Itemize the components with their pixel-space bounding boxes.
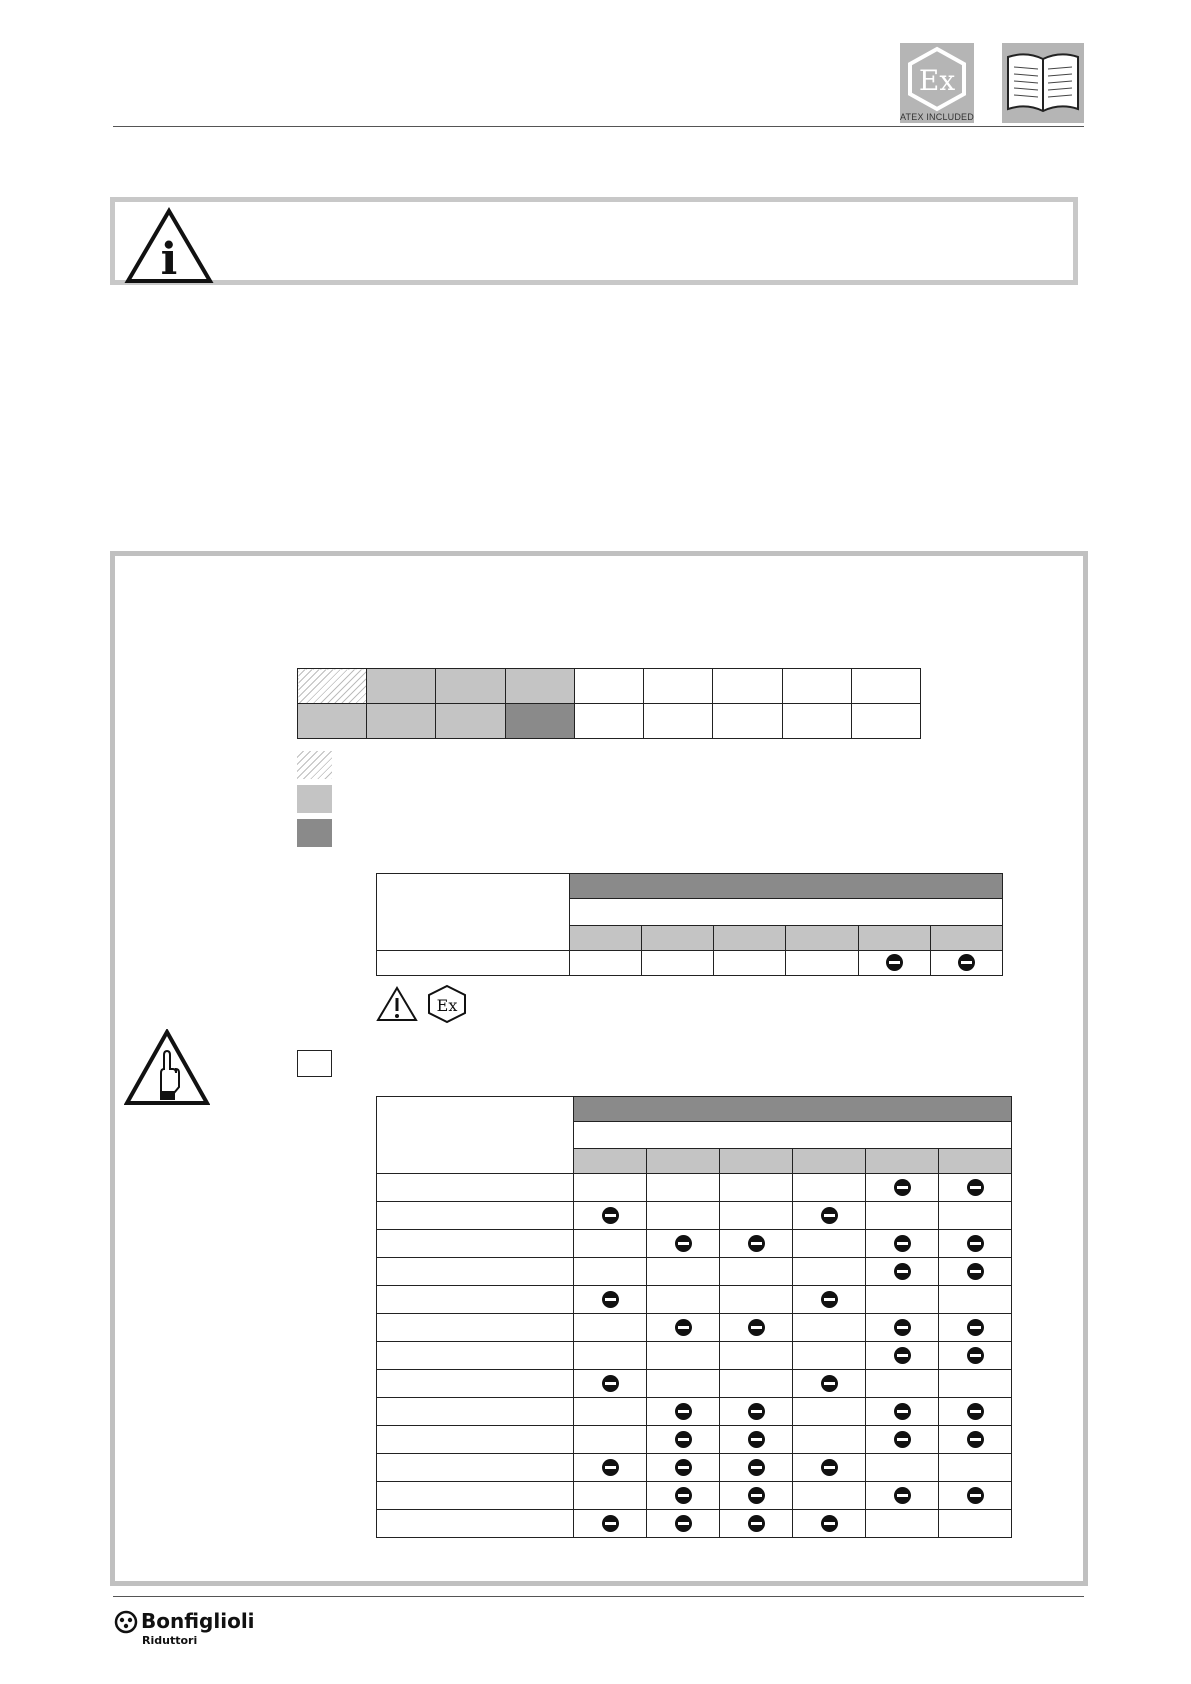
row-label xyxy=(377,1342,574,1370)
row-label xyxy=(377,1258,574,1286)
matrix-cell xyxy=(793,1370,866,1398)
matrix-cell xyxy=(574,1286,647,1314)
matrix-cell xyxy=(720,1258,793,1286)
info-notice-box xyxy=(110,197,1078,285)
legend-empty-box xyxy=(297,1050,332,1077)
matrix-cell xyxy=(866,1426,939,1454)
matrix-cell xyxy=(793,1510,866,1538)
not-permitted-icon xyxy=(894,1319,911,1336)
row-label xyxy=(377,1482,574,1510)
matrix-cell xyxy=(574,1202,647,1230)
matrix-cell xyxy=(574,1510,647,1538)
matrix-cell xyxy=(574,1426,647,1454)
table-row xyxy=(377,951,1003,976)
header-rule xyxy=(113,126,1084,127)
legend-swatch-light xyxy=(297,785,332,813)
row-label xyxy=(377,1314,574,1342)
matrix-cell xyxy=(939,1398,1012,1426)
not-permitted-icon xyxy=(821,1459,838,1476)
not-permitted-icon xyxy=(748,1515,765,1532)
brand-name: Bonfiglioli xyxy=(141,1609,255,1633)
brand-subtitle: Riduttori xyxy=(142,1634,198,1647)
not-permitted-icon xyxy=(602,1375,619,1392)
not-permitted-icon xyxy=(602,1207,619,1224)
column-header xyxy=(642,926,714,951)
zone-cell-white xyxy=(574,704,643,739)
column-header xyxy=(714,926,786,951)
matrix-cell xyxy=(793,1342,866,1370)
zone-cell-white xyxy=(644,704,713,739)
matrix-cell xyxy=(720,1202,793,1230)
matrix-cell xyxy=(939,1370,1012,1398)
not-permitted-icon xyxy=(748,1459,765,1476)
not-permitted-icon xyxy=(967,1347,984,1364)
not-permitted-icon xyxy=(894,1235,911,1252)
info-triangle-icon xyxy=(124,207,214,285)
not-permitted-icon xyxy=(602,1459,619,1476)
matrix-cell xyxy=(647,1174,720,1202)
zone-cell-light xyxy=(505,669,574,704)
warning-triangle-icon xyxy=(376,986,418,1022)
matrix-cell xyxy=(793,1230,866,1258)
column-header xyxy=(570,926,642,951)
ex-hexagon-icon xyxy=(900,43,974,113)
matrix-cell xyxy=(939,1426,1012,1454)
matrix-cell xyxy=(574,1174,647,1202)
not-permitted-icon xyxy=(967,1235,984,1252)
matrix-cell xyxy=(866,1286,939,1314)
zone-cell-light xyxy=(436,704,505,739)
matrix-cell xyxy=(866,1454,939,1482)
zone-cell-light xyxy=(298,704,367,739)
matrix-cell xyxy=(866,1202,939,1230)
table-row xyxy=(377,1370,1012,1398)
not-permitted-icon xyxy=(675,1235,692,1252)
atex-badge-caption: ATEX INCLUDED xyxy=(900,112,974,122)
bonfiglioli-logo-icon xyxy=(114,1610,138,1634)
atex-badge xyxy=(900,43,974,123)
row-label xyxy=(377,951,570,976)
zone-cell-dark xyxy=(505,704,574,739)
table-row xyxy=(377,1258,1012,1286)
matrix-cell xyxy=(866,1370,939,1398)
compatibility-table-b xyxy=(376,1096,1012,1538)
column-header xyxy=(866,1149,939,1174)
row-label-header xyxy=(377,874,570,951)
column-header xyxy=(793,1149,866,1174)
not-permitted-icon xyxy=(675,1487,692,1504)
matrix-cell xyxy=(939,1482,1012,1510)
not-permitted-icon xyxy=(967,1179,984,1196)
matrix-cell xyxy=(793,1398,866,1426)
not-permitted-icon xyxy=(894,1431,911,1448)
zone-cell-white xyxy=(782,704,851,739)
matrix-cell xyxy=(930,951,1002,976)
zone-grid xyxy=(297,668,921,739)
row-label xyxy=(377,1398,574,1426)
matrix-cell xyxy=(939,1342,1012,1370)
ex-mark-icon xyxy=(426,984,468,1024)
matrix-cell xyxy=(570,951,642,976)
matrix-cell xyxy=(647,1510,720,1538)
matrix-cell xyxy=(939,1202,1012,1230)
row-label xyxy=(377,1426,574,1454)
table-row xyxy=(377,1342,1012,1370)
matrix-cell xyxy=(793,1258,866,1286)
column-header xyxy=(574,1149,647,1174)
matrix-cell xyxy=(939,1510,1012,1538)
not-permitted-icon xyxy=(675,1431,692,1448)
matrix-cell xyxy=(574,1398,647,1426)
zone-cell-light xyxy=(436,669,505,704)
matrix-cell xyxy=(720,1454,793,1482)
matrix-cell xyxy=(574,1454,647,1482)
table-row xyxy=(377,1398,1012,1426)
column-header xyxy=(939,1149,1012,1174)
matrix-cell xyxy=(866,1510,939,1538)
not-permitted-icon xyxy=(894,1347,911,1364)
matrix-cell xyxy=(647,1398,720,1426)
matrix-cell xyxy=(939,1230,1012,1258)
matrix-cell xyxy=(866,1258,939,1286)
not-permitted-icon xyxy=(675,1515,692,1532)
matrix-cell xyxy=(866,1230,939,1258)
not-permitted-icon xyxy=(748,1403,765,1420)
matrix-cell xyxy=(939,1174,1012,1202)
matrix-cell xyxy=(939,1314,1012,1342)
table-row xyxy=(377,1202,1012,1230)
not-permitted-icon xyxy=(967,1263,984,1280)
hand-warning-icon xyxy=(124,1029,210,1107)
matrix-cell xyxy=(574,1482,647,1510)
matrix-cell xyxy=(793,1426,866,1454)
not-permitted-icon xyxy=(821,1375,838,1392)
matrix-cell xyxy=(720,1482,793,1510)
column-header xyxy=(786,926,858,951)
zone-cell-white xyxy=(713,704,782,739)
not-permitted-icon xyxy=(886,954,903,971)
matrix-cell xyxy=(720,1342,793,1370)
row-label xyxy=(377,1370,574,1398)
compatibility-table-a xyxy=(376,873,1003,976)
not-permitted-icon xyxy=(748,1235,765,1252)
matrix-cell xyxy=(793,1202,866,1230)
matrix-cell xyxy=(793,1482,866,1510)
not-permitted-icon xyxy=(748,1319,765,1336)
row-label-header xyxy=(377,1097,574,1174)
open-book-icon xyxy=(1002,43,1084,123)
matrix-cell xyxy=(793,1174,866,1202)
column-subheader xyxy=(574,1122,1012,1149)
matrix-cell xyxy=(574,1258,647,1286)
column-group-header xyxy=(574,1097,1012,1122)
matrix-cell xyxy=(642,951,714,976)
not-permitted-icon xyxy=(748,1431,765,1448)
column-header xyxy=(720,1149,793,1174)
not-permitted-icon xyxy=(675,1319,692,1336)
table-row xyxy=(377,1510,1012,1538)
table-row xyxy=(377,1174,1012,1202)
manual-badge xyxy=(1002,43,1084,123)
not-permitted-icon xyxy=(821,1291,838,1308)
matrix-cell xyxy=(866,1174,939,1202)
matrix-cell xyxy=(647,1314,720,1342)
matrix-cell xyxy=(720,1286,793,1314)
matrix-cell xyxy=(574,1230,647,1258)
not-permitted-icon xyxy=(602,1291,619,1308)
matrix-cell xyxy=(647,1482,720,1510)
matrix-cell xyxy=(647,1202,720,1230)
table-row xyxy=(377,1230,1012,1258)
svg-text:Ex: Ex xyxy=(436,996,458,1015)
table-row xyxy=(377,1286,1012,1314)
matrix-cell xyxy=(720,1370,793,1398)
zone-cell-white xyxy=(851,704,920,739)
zone-cell-white xyxy=(713,669,782,704)
legend-swatch-dark xyxy=(297,819,332,847)
svg-text:i: i xyxy=(160,234,178,285)
column-header xyxy=(647,1149,720,1174)
matrix-cell xyxy=(939,1454,1012,1482)
matrix-cell xyxy=(720,1510,793,1538)
matrix-cell xyxy=(647,1426,720,1454)
table-row xyxy=(377,1482,1012,1510)
not-permitted-icon xyxy=(821,1207,838,1224)
not-permitted-icon xyxy=(894,1179,911,1196)
matrix-cell xyxy=(939,1258,1012,1286)
column-group-header xyxy=(570,874,1003,899)
matrix-cell xyxy=(786,951,858,976)
row-label xyxy=(377,1286,574,1314)
matrix-cell xyxy=(720,1230,793,1258)
footer-rule xyxy=(113,1596,1084,1597)
row-label xyxy=(377,1174,574,1202)
row-label xyxy=(377,1202,574,1230)
zone-cell-white xyxy=(574,669,643,704)
column-header xyxy=(858,926,930,951)
matrix-cell xyxy=(647,1230,720,1258)
row-label xyxy=(377,1230,574,1258)
matrix-cell xyxy=(720,1314,793,1342)
matrix-cell xyxy=(866,1398,939,1426)
legend-swatch-hatch xyxy=(297,751,332,779)
not-permitted-icon xyxy=(894,1487,911,1504)
matrix-cell xyxy=(720,1174,793,1202)
matrix-cell xyxy=(574,1342,647,1370)
not-permitted-icon xyxy=(748,1487,765,1504)
row-label xyxy=(377,1510,574,1538)
not-permitted-icon xyxy=(894,1403,911,1420)
not-permitted-icon xyxy=(967,1431,984,1448)
matrix-cell xyxy=(793,1454,866,1482)
matrix-cell xyxy=(858,951,930,976)
matrix-cell xyxy=(574,1370,647,1398)
not-permitted-icon xyxy=(967,1403,984,1420)
matrix-cell xyxy=(866,1314,939,1342)
matrix-cell xyxy=(793,1286,866,1314)
matrix-cell xyxy=(647,1342,720,1370)
zone-grid-row xyxy=(298,669,921,704)
not-permitted-icon xyxy=(967,1319,984,1336)
row-label xyxy=(377,1454,574,1482)
not-permitted-icon xyxy=(894,1263,911,1280)
table-row xyxy=(377,1426,1012,1454)
matrix-cell xyxy=(647,1286,720,1314)
zone-cell-light xyxy=(367,669,436,704)
not-permitted-icon xyxy=(958,954,975,971)
matrix-cell xyxy=(720,1426,793,1454)
svg-text:Ex: Ex xyxy=(918,64,956,97)
matrix-cell xyxy=(714,951,786,976)
matrix-cell xyxy=(866,1342,939,1370)
not-permitted-icon xyxy=(675,1403,692,1420)
table-row xyxy=(377,1454,1012,1482)
matrix-cell xyxy=(647,1370,720,1398)
zone-grid-row xyxy=(298,704,921,739)
matrix-cell xyxy=(720,1398,793,1426)
not-permitted-icon xyxy=(821,1515,838,1532)
matrix-cell xyxy=(866,1482,939,1510)
matrix-cell xyxy=(939,1286,1012,1314)
zone-cell-white xyxy=(782,669,851,704)
matrix-cell xyxy=(574,1314,647,1342)
column-subheader xyxy=(570,899,1003,926)
zone-cell-light xyxy=(367,704,436,739)
matrix-cell xyxy=(647,1258,720,1286)
column-header xyxy=(930,926,1002,951)
not-permitted-icon xyxy=(602,1515,619,1532)
zone-cell-white xyxy=(851,669,920,704)
matrix-cell xyxy=(793,1314,866,1342)
table-row xyxy=(377,1314,1012,1342)
not-permitted-icon xyxy=(675,1459,692,1476)
matrix-cell xyxy=(647,1454,720,1482)
zone-cell-white xyxy=(644,669,713,704)
zone-cell-hatch xyxy=(298,669,367,704)
not-permitted-icon xyxy=(967,1487,984,1504)
